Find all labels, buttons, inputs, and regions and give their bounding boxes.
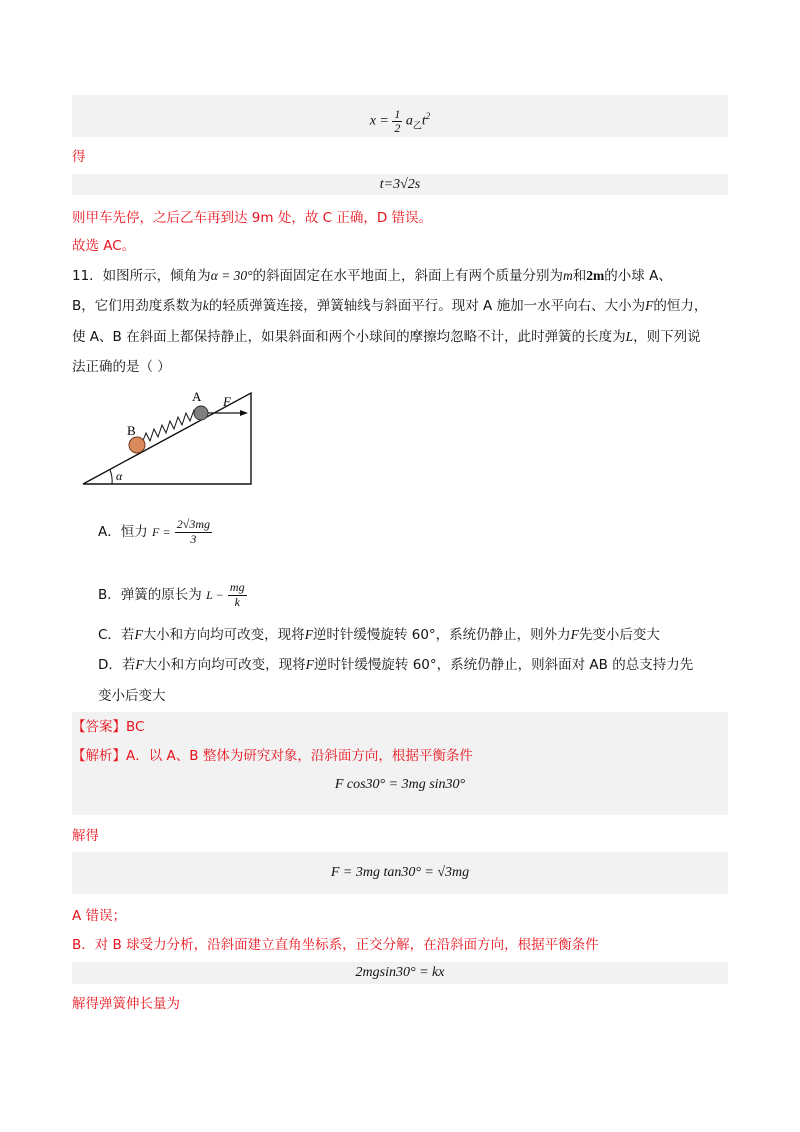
option-d: D．若F大小和方向均可改变，现将F逆时针缓慢旋转 60°，系统仍静止，则斜面对 AB 的总支持力先: [98, 657, 694, 673]
option-b: B．弹簧的原长为 L − $\frac{mg}{k}$: [98, 580, 245, 609]
incline-figure: [80, 385, 260, 490]
text-choose-ac: 故选 AC。: [72, 238, 136, 254]
text-de: 得: [72, 149, 86, 165]
analysis-b: B．对 B 球受力分析，沿斜面建立直角坐标系，正交分解，在沿斜面方向，根据平衡条件: [72, 937, 599, 953]
option-c: C．若F大小和方向均可改变，现将F逆时针缓慢旋转 60°，系统仍静止，则外力F先变小后变大: [98, 627, 660, 643]
equation-3: 2mgsin30° = kx: [355, 965, 445, 980]
formula-x: x = $\frac{1}{2}$ $a_乙t^2$: [369, 106, 431, 135]
text-a-wrong: A 错误；: [72, 908, 127, 924]
question-11-line2: B，它们用劲度系数为k的轻质弹簧连接，弹簧轴线与斜面平行。现对 A 施加一水平向右、大小为F的恒力，: [72, 298, 708, 314]
alpha-label: α: [116, 469, 123, 483]
ball-a: [194, 406, 208, 420]
alpha-arc: [110, 470, 112, 484]
force-arrowhead: [240, 410, 248, 416]
option-a: A．恒力 F = $\frac{2√3mg}{3}$: [98, 517, 211, 546]
analysis-a: 【解析】A．以 A、B 整体为研究对象，沿斜面方向，根据平衡条件: [72, 748, 473, 764]
text-jiede: 解得: [72, 828, 99, 844]
option-d-line2: 变小后变大: [98, 688, 166, 704]
ball-b: [129, 437, 145, 453]
formula-t: t=3√2s: [379, 177, 421, 192]
answer: 【答案】BC: [72, 719, 145, 735]
equation-2: F = 3mg tan30° = √3mg: [330, 865, 470, 880]
equation-1: F cos30° = 3mg sin30°: [334, 777, 466, 792]
label-f: F: [223, 394, 231, 409]
label-a: A: [192, 389, 202, 404]
question-11-line3: 使 A、B 在斜面上都保持静止，如果斜面和两个小球间的摩擦均忽略不计，此时弹簧的长度为L，则下列说: [72, 329, 701, 345]
text-last: 解得弹簧伸长量为: [72, 996, 180, 1012]
text-stop: 则甲车先停，之后乙车再到达 9m 处，故 C 正确，D 错误。: [72, 210, 433, 226]
question-11-line1: 11．如图所示，倾角为α = 30°的斜面固定在水平地面上，斜面上有两个质量分别为m和2m的小球 A、: [72, 268, 672, 284]
label-b: B: [127, 423, 136, 438]
question-11-line4: 法正确的是（ ）: [72, 359, 171, 375]
